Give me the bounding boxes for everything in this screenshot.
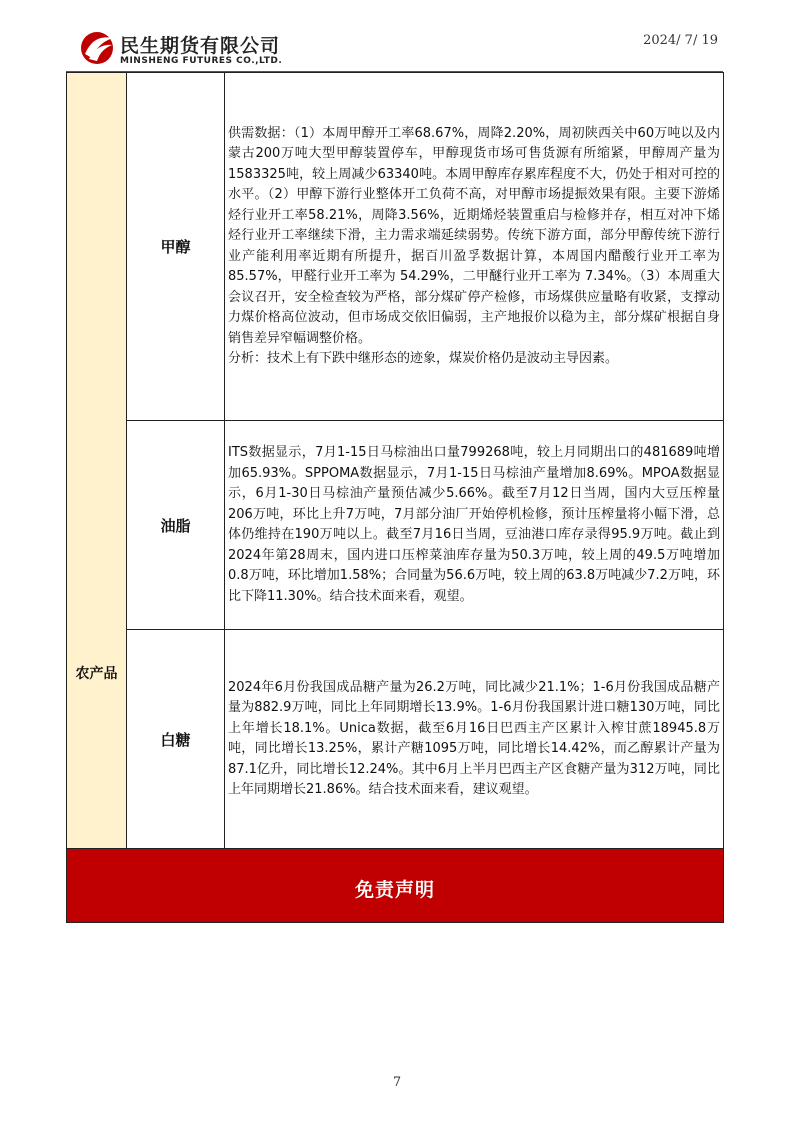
product-cell — [127, 73, 225, 421]
table-row — [67, 73, 724, 421]
analysis-paragraph: 分析：技术上有下跌中继形态的迹象，煤炭价格仍是波动主导因素。 — [228, 351, 619, 366]
disclaimer-title: 免责声明 — [354, 879, 435, 901]
company-name-en: MINSHENG FUTURES CO.,LTD. — [120, 56, 283, 66]
analysis-paragraph: ITS数据显示，7月1-15日马棕油出口量799268吨，较上月同期出口的481689吨增加65.93%。SPPOMA数据显示，7月1-15日马棕油产量增加8.69%。MPOA数据显示，6月1-30日马棕油产量预估减少5.66%。截至7月12日当周，国内大豆压榨量206万吨，环比上升7万吨，7月部分油厂开始停机检修，预计压榨量将小幅下滑，总体仍维持在190万吨以上。截至7月16日当周，豆油港口库存录得95.9万吨。截止到2024年第28周末，国内进口压榨菜油库存量为50.3万吨，较上周的49.5万吨增加0.8万吨，环比增加1.58%；合同量为56.6万吨，较上周的63.8万吨减少7.2万吨，环比下降11.30%。结合技术面来看，观望。 — [228, 445, 720, 604]
analysis-cell — [225, 73, 724, 421]
product-cell — [127, 630, 225, 849]
page-header — [0, 0, 794, 72]
logo-emblem-icon — [80, 28, 116, 68]
commodity-table — [66, 72, 724, 849]
table-row — [67, 630, 724, 849]
product-name: 白糖 — [160, 730, 191, 749]
analysis-paragraph: 2024年6月份我国成品糖产量为26.2万吨，同比减少21.1%；1-6月份我国成品糖产量为882.9万吨，同比上年同期增长13.9%。1-6月份我国累计进口糖130万吨，同比上年增长18.1%。Unica数据，截至6月16日巴西主产区累计入榨甘蔗18945.8万吨，同比增长13.25%，累计产糖1095万吨，同比增长14.42%，而乙醇累计产量为87.1亿升，同比增长12.24%。其中6月上半月巴西主产区食糖产量为312万吨，同比上年同期增长21.86%。结合技术面来看，建议观望。 — [228, 679, 720, 797]
product-cell — [127, 421, 225, 630]
page-number: 7 — [392, 1075, 402, 1090]
product-name: 油脂 — [160, 516, 191, 535]
table-row — [67, 421, 724, 630]
company-logo — [80, 28, 320, 72]
analysis-cell — [225, 630, 724, 849]
category-cell — [67, 73, 127, 849]
company-name-cn: 民生期货有限公司 — [120, 35, 281, 57]
disclaimer-banner — [66, 848, 724, 923]
category-label: 农产品 — [75, 665, 118, 682]
product-name: 甲醇 — [160, 238, 191, 256]
analysis-paragraph: 供需数据：（1）本周甲醇开工率68.67%，周降2.20%，周初陕西关中60万吨以及内蒙古200万吨大型甲醇装置停车，甲醇现货市场可售货源有所缩紧，甲醇周产量为1583325吨，较上周减少63340吨。本周甲醇库存累库程度不大，仍处于相对可控的水平。（2）甲醇下游行业整体开工负荷不高，对甲醇市场提振效果有限。主要下游烯烃行业开工率58.21%，周降3.56%，近期烯烃装置重启与检修并存，相互对冲下烯烃行业开工率继续下滑，主力需求端延续弱势。传统下游方面，部分甲醇传统下游行业产能利用率近期有所提升，据百川盈孚数据计算，本周国内醋酸行业开工率为85.57%，甲醛行业开工率为 54.29%，二甲醚行业开工率为 7.34%。（3）本周重大会议召开，安全检查较为严格，部分煤矿停产检修，市场煤供应量略有收紧，支撑动力煤价格高位波动，但市场成交依旧偏弱，主产地报价以稳为主，部分煤矿根据自身销售差异窄幅调整价格。 — [228, 125, 720, 346]
analysis-cell — [225, 421, 724, 630]
report-date: 2024/ 7/ 19 — [643, 33, 718, 48]
